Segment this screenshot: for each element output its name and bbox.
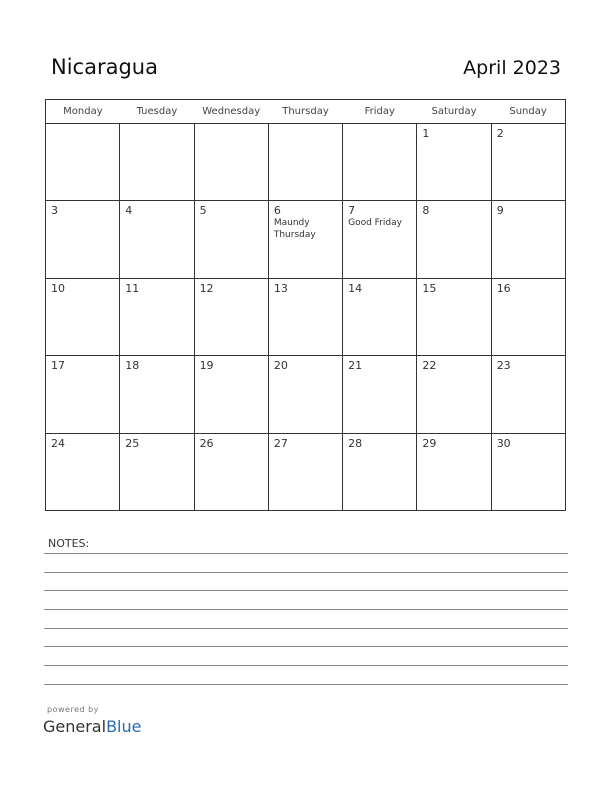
day-cell — [120, 433, 194, 510]
holiday-label: Maundy Thursday — [273, 218, 316, 241]
week-row — [46, 433, 566, 510]
weekday-header: Thursday — [268, 100, 342, 124]
day-number: 27 — [273, 436, 288, 450]
day-number: 6 — [273, 204, 281, 218]
day-cell — [417, 356, 491, 433]
day-cell — [120, 278, 194, 355]
note-line — [44, 665, 568, 666]
weekday-header: Tuesday — [120, 100, 194, 124]
day-cell — [343, 124, 417, 201]
day-number: 28 — [348, 436, 363, 450]
day-number: 25 — [125, 436, 140, 450]
brand-logo — [43, 717, 141, 736]
day-cell — [46, 433, 120, 510]
day-cell — [491, 356, 565, 433]
day-cell — [120, 124, 194, 201]
day-number: 14 — [348, 281, 363, 295]
country-title: Nicaragua — [51, 55, 158, 79]
day-cell — [46, 356, 120, 433]
day-cell — [194, 433, 268, 510]
day-number: 18 — [125, 359, 140, 373]
powered-by-text: powered by — [47, 705, 99, 714]
day-number: 5 — [199, 204, 207, 218]
day-cell — [46, 124, 120, 201]
weekday-header-row — [46, 100, 566, 124]
day-number: 7 — [348, 204, 356, 218]
day-cell — [343, 433, 417, 510]
week-row — [46, 278, 566, 355]
day-cell — [194, 356, 268, 433]
brand-name-general: General — [43, 717, 107, 736]
day-cell — [491, 433, 565, 510]
day-number: 2 — [496, 127, 504, 140]
day-cell — [46, 278, 120, 355]
week-row — [46, 201, 566, 278]
day-number: 1 — [422, 127, 430, 140]
day-cell — [194, 124, 268, 201]
day-cell — [194, 201, 268, 278]
day-number: 23 — [496, 359, 511, 373]
day-number: 15 — [422, 281, 437, 295]
weekday-header: Wednesday — [194, 100, 268, 124]
day-cell — [194, 278, 268, 355]
holiday-label: Good Friday — [348, 218, 402, 229]
day-number: 22 — [422, 359, 437, 373]
day-cell — [417, 124, 491, 201]
note-line — [44, 684, 568, 685]
day-cell — [343, 201, 417, 278]
day-number: 20 — [273, 359, 288, 373]
day-cell — [417, 433, 491, 510]
day-number: 13 — [273, 281, 288, 295]
day-cell — [120, 356, 194, 433]
day-cell — [46, 201, 120, 278]
week-row — [46, 356, 566, 433]
day-number: 29 — [422, 436, 437, 450]
day-cell — [268, 124, 342, 201]
note-line — [44, 609, 568, 610]
day-number: 26 — [199, 436, 214, 450]
weekday-header: Saturday — [417, 100, 491, 124]
day-number: 8 — [422, 204, 430, 218]
note-line — [44, 590, 568, 591]
day-cell — [268, 278, 342, 355]
day-cell — [268, 201, 342, 278]
day-cell — [268, 433, 342, 510]
day-number: 12 — [199, 281, 214, 295]
day-cell — [343, 356, 417, 433]
day-cell — [491, 201, 565, 278]
day-number: 3 — [51, 204, 58, 218]
day-cell — [120, 201, 194, 278]
day-number: 16 — [496, 281, 511, 295]
day-number: 9 — [496, 204, 504, 218]
month-year-title: April 2023 — [463, 57, 561, 79]
note-line — [44, 628, 568, 629]
note-line — [44, 553, 568, 554]
calendar-grid — [45, 99, 566, 511]
day-cell — [343, 278, 417, 355]
note-line — [44, 572, 568, 573]
day-cell — [491, 124, 565, 201]
day-number: 4 — [125, 204, 133, 218]
brand-name-blue: Blue — [106, 717, 142, 736]
weekday-header: Monday — [46, 100, 120, 124]
day-cell — [417, 201, 491, 278]
day-number: 24 — [51, 436, 65, 450]
note-line — [44, 646, 568, 647]
weekday-header: Friday — [343, 100, 417, 124]
day-number: 30 — [496, 436, 511, 450]
notes-label: NOTES: — [48, 537, 90, 550]
day-number: 17 — [51, 359, 65, 373]
day-cell — [417, 278, 491, 355]
day-number: 10 — [51, 281, 65, 295]
weekday-header: Sunday — [491, 100, 565, 124]
day-cell — [268, 356, 342, 433]
week-row — [46, 124, 566, 201]
day-cell — [491, 278, 565, 355]
day-number: 19 — [199, 359, 214, 373]
day-number: 11 — [125, 281, 140, 295]
day-number: 21 — [348, 359, 363, 373]
